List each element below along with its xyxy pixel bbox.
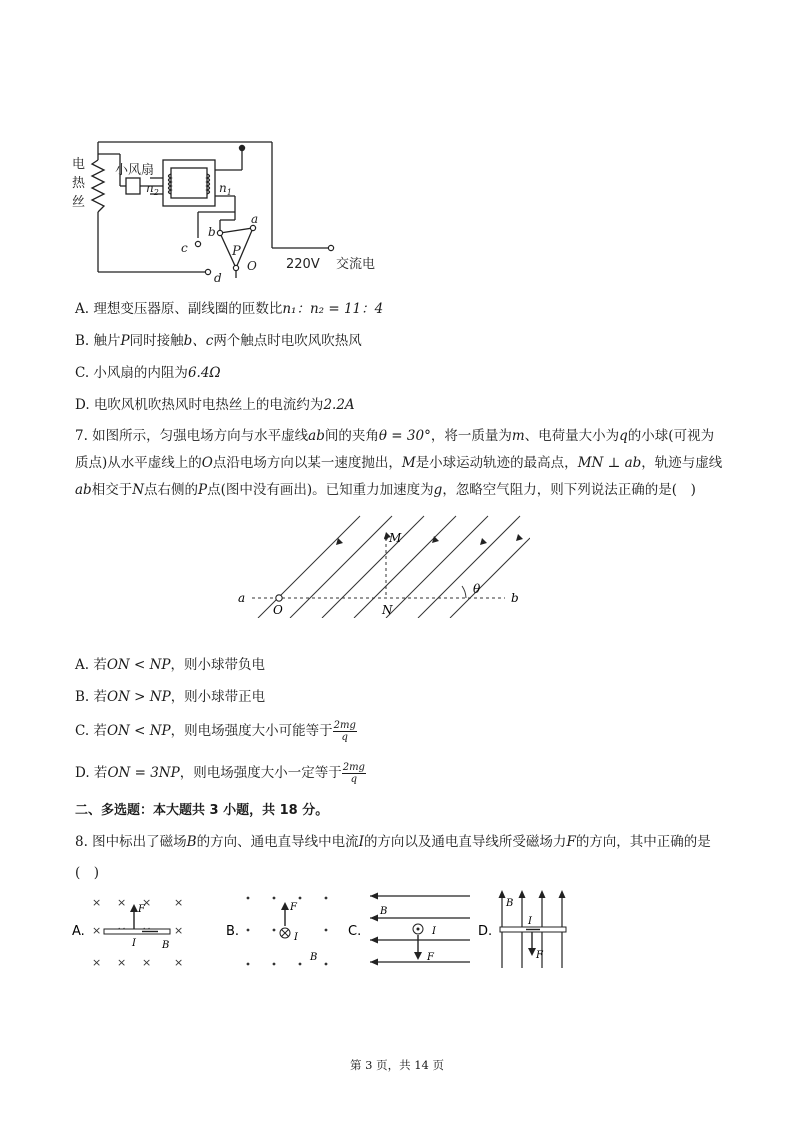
label-b: b [511,591,519,605]
svg-text:×: × [92,924,102,937]
force-label: F [290,902,297,913]
field-line [386,516,488,618]
field-line [354,516,456,618]
n1-label: $n_1$ [219,181,232,197]
pivot-o-label: O [247,259,257,273]
current-label: I [294,932,298,943]
svg-text:×: × [92,956,102,969]
option-c-label: C. [348,924,362,939]
label-o: O [273,603,283,617]
svg-text:×: × [142,896,152,909]
svg-text:×: × [174,924,184,937]
field-line [322,516,424,618]
fraction: $\frac{2mg}{q}$ [333,720,356,743]
q6-option-d: D. 电吹风机吹热风时电热丝上的电流约为2.2A [75,397,355,413]
label-n: N [382,603,393,617]
force-label: F [536,950,543,961]
option-a-label: A. [72,924,85,939]
terminal-d-label: d [214,271,222,285]
field-label: B [380,906,388,917]
svg-text:×: × [117,956,127,969]
svg-text:×: × [174,956,184,969]
force-label: F [138,904,145,915]
force-label: F [427,952,434,963]
svg-text:丝: 丝 [72,195,86,210]
page-footer: 第 3 页，共 14 页 [349,1058,445,1072]
q7-option-b: B. 若ON > NP，则小球带正电 [75,689,266,705]
label-theta: θ [473,582,481,596]
field-line [450,538,530,618]
electric-field-figure [230,508,530,618]
transformer-circuit-figure [70,130,400,285]
svg-text:热: 热 [72,176,86,191]
q7-option-a: A. 若ON < NP，则小球带负电 [75,657,266,673]
current-label: I [528,916,532,927]
heater-label [72,156,86,210]
q8-stem: 8. 图中标出了磁场B的方向、通电直导线中电流I的方向以及通电直导线所受磁场力F的方向，其中正确的是 [75,834,711,850]
svg-text:×: × [117,896,127,909]
q6-option-c: C. 小风扇的内阻为6.4Ω [75,365,221,381]
terminal-c-label: c [181,241,188,255]
voltage-label: 220V [286,257,320,272]
current-label: I [432,926,436,937]
option-b-label: B. [226,924,240,939]
section-header: 二、多选题：本大题共 3 小题，共 18 分。 [75,803,329,818]
fan-label: 小风扇 [115,163,155,178]
q8-stem-paren: ( ) [75,865,100,881]
fraction: $\frac{2mg}{q}$ [342,762,365,785]
svg-text:×: × [142,956,152,969]
label-a: a [238,591,246,605]
field-line [418,516,520,618]
q6-option-a: A. 理想变压器原、副线圈的匝数比n₁：n₂ = 11：4 [75,301,384,317]
q7-option-d: D. 若ON = 3NP，则电场强度大小一定等于 $\frac{2mg}{q}$ [75,762,365,785]
svg-text:电: 电 [72,157,86,172]
q6-option-b: B. 触片P同时接触b、c两个触点时电吹风吹热风 [75,333,362,349]
field-label: B [506,898,514,909]
field-label: B [162,940,170,951]
q7-option-c: C. 若ON < NP，则电场强度大小可能等于 $\frac{2mg}{q}$ [75,720,356,743]
q7-stem: 7. 如图所示，匀强电场方向与水平虚线ab间的夹角θ = 30°，将一质量为m、电荷量大小为q的小球(可视为质点)从水平虚线上的O点沿电场方向以某一速度抛出，M是小球运动轨迹的最高点，MN ⊥ ab，轨迹与虚线ab相交于N点右侧的P点(图中没有画出)。已知重力加速度为g，忽略空气阻力，则下列说法正确的是( ) [75,428,723,498]
magnetic-force-figures [70,888,590,978]
n2-label: $n_2$ [146,181,159,197]
contact-p-label: P [232,244,241,259]
svg-text:×: × [174,896,184,909]
terminal-a-label: a [251,212,259,226]
field-label: B [310,952,318,963]
option-d-label: D. [478,924,493,939]
label-m: M [389,531,402,545]
terminal-b-label: b [208,225,216,239]
field-line [290,516,392,618]
ac-label: 交流电 [336,257,376,272]
svg-text:×: × [92,896,102,909]
current-label: I [132,938,136,949]
